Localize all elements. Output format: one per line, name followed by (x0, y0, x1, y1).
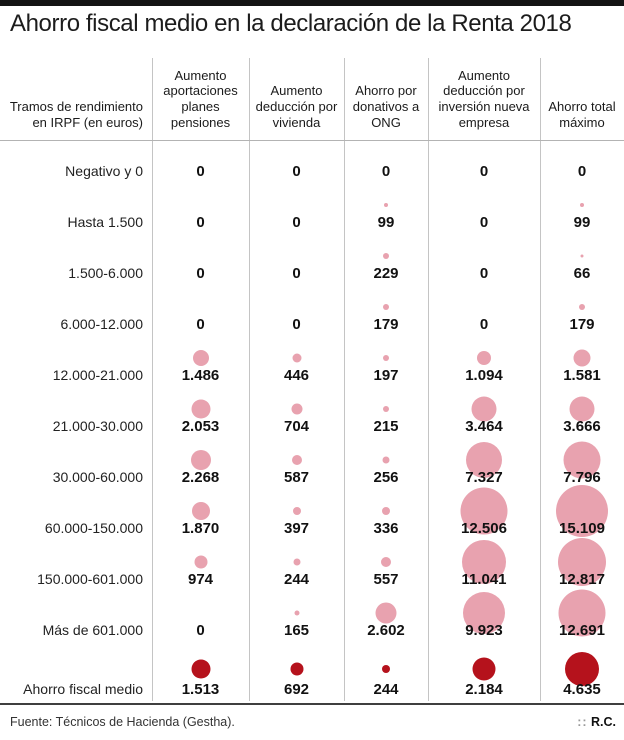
cell-value: 12.817 (559, 571, 605, 588)
footer-rule (0, 703, 624, 705)
bubble-pink (294, 611, 299, 616)
value-cell (152, 651, 249, 702)
value-cell (540, 600, 624, 651)
bubble-pink (292, 455, 302, 465)
value-cell (152, 498, 249, 549)
bubble-red (290, 663, 303, 676)
value-cell (428, 141, 540, 192)
table-row (0, 294, 624, 345)
row-label: 1.500-6.000 (68, 265, 143, 281)
chart-title: Ahorro fiscal medio en la declaración de la Renta 2018 (10, 10, 572, 37)
cell-value: 0 (292, 163, 301, 180)
value-cell (540, 294, 624, 345)
cell-value: 7.327 (465, 469, 503, 486)
table-row (0, 243, 624, 294)
bubble-pink (383, 406, 389, 412)
bubble-pink (383, 304, 389, 310)
bubble-pink (291, 404, 302, 415)
row-label: 30.000-60.000 (52, 469, 143, 485)
row-label: 21.000-30.000 (52, 418, 143, 434)
bubble-pink (194, 556, 207, 569)
cell-value: 446 (283, 367, 310, 384)
column-header: Aumento aportaciones planes pensiones (163, 67, 238, 131)
bubble-pink (580, 203, 584, 207)
cell-value: 66 (573, 265, 591, 282)
cell-value: 244 (373, 681, 399, 698)
cell-value: 0 (479, 214, 489, 231)
bubble-pink (383, 253, 389, 259)
value-cell (344, 192, 428, 243)
value-cell (249, 294, 344, 345)
cell-value: 397 (283, 520, 310, 537)
column-header-row-label: Tramos de rendimiento en IRPF (en euros) (9, 99, 143, 131)
value-cell (540, 141, 624, 192)
value-cell (152, 447, 249, 498)
bubble-pink (574, 350, 591, 367)
cell-value: 704 (283, 418, 310, 435)
table-row (0, 498, 624, 549)
row-label: 6.000-12.000 (60, 316, 143, 332)
cell-value: 2.053 (181, 418, 220, 435)
footer (0, 710, 624, 734)
bubble-pink (383, 355, 389, 361)
row-label: 150.000-601.000 (37, 571, 143, 587)
value-cell (428, 192, 540, 243)
cell-value: 1.486 (181, 367, 220, 384)
value-cell (344, 498, 428, 549)
value-cell (152, 294, 249, 345)
value-cell (540, 396, 624, 447)
cell-value: 12.691 (559, 622, 605, 639)
cell-value: 0 (577, 163, 587, 180)
value-cell (540, 243, 624, 294)
cell-value: 0 (196, 622, 205, 639)
cell-value: 974 (187, 571, 214, 588)
cell-value: 1.870 (181, 520, 220, 537)
value-cell (344, 600, 428, 651)
cell-value: 256 (373, 469, 399, 486)
value-cell (540, 651, 624, 702)
cell-value: 197 (373, 367, 399, 384)
bubble-pink (192, 502, 210, 520)
cell-value: 0 (196, 163, 205, 180)
credit-initials: R.C. (591, 715, 616, 729)
value-cell (152, 396, 249, 447)
value-cell (344, 243, 428, 294)
cell-value: 587 (283, 469, 310, 486)
cell-value: 1.513 (181, 681, 220, 698)
value-cell (344, 549, 428, 600)
table-row (0, 345, 624, 396)
bubble-pink (382, 507, 390, 515)
row-label: 60.000-150.000 (44, 520, 143, 536)
value-cell (152, 243, 249, 294)
cell-value: 9.923 (465, 622, 503, 639)
bubble-pink (293, 507, 301, 515)
credit-text (577, 715, 624, 729)
row-label: Más de 601.000 (42, 622, 143, 638)
value-cell (540, 345, 624, 396)
value-cell (344, 396, 428, 447)
cell-value: 1.581 (563, 367, 601, 384)
value-cell (152, 600, 249, 651)
cell-value: 0 (292, 214, 301, 231)
value-cell (152, 549, 249, 600)
cell-value: 0 (479, 316, 489, 333)
value-cell (249, 243, 344, 294)
row-label: Negativo y 0 (65, 163, 143, 179)
value-cell (428, 294, 540, 345)
cell-value: 11.041 (461, 571, 507, 588)
cell-value: 336 (373, 520, 399, 537)
cell-value: 2.602 (367, 622, 405, 639)
table-row (0, 192, 624, 243)
cell-value: 0 (292, 265, 301, 282)
value-cell (540, 192, 624, 243)
bubble-pink (383, 457, 390, 464)
cell-value: 179 (373, 316, 399, 333)
value-cell (428, 600, 540, 651)
table-row (0, 651, 624, 702)
cell-value: 0 (479, 265, 489, 282)
value-cell (344, 294, 428, 345)
value-cell (428, 396, 540, 447)
value-cell (428, 651, 540, 702)
value-cell (249, 651, 344, 702)
bubble-pink (191, 400, 210, 419)
bubble-pink (376, 603, 397, 624)
top-black-bar (0, 0, 624, 6)
table-row (0, 141, 624, 192)
table-body (0, 141, 624, 702)
cell-value: 99 (573, 214, 591, 231)
cell-value: 229 (373, 265, 399, 282)
cell-value: 692 (283, 681, 310, 698)
column-header: Aumento deducción por vivienda (255, 83, 338, 131)
bubble-pink (477, 351, 491, 365)
cell-value: 2.268 (181, 469, 220, 486)
value-cell (249, 192, 344, 243)
column-header: Aumento deducción por inversión nueva empresa (438, 67, 530, 131)
cell-value: 557 (373, 571, 399, 588)
value-cell (428, 345, 540, 396)
source-text: Fuente: Técnicos de Hacienda (Gestha). (10, 715, 235, 729)
cell-value: 4.635 (563, 681, 601, 698)
bubble-red (191, 660, 210, 679)
value-cell (344, 447, 428, 498)
bubble-pink (384, 203, 388, 207)
cell-value: 244 (283, 571, 310, 588)
value-cell (249, 396, 344, 447)
value-cell (249, 600, 344, 651)
value-cell (428, 243, 540, 294)
bubble-table (0, 58, 624, 701)
value-cell (249, 498, 344, 549)
row-label: 12.000-21.000 (52, 367, 143, 383)
cell-value: 0 (479, 163, 489, 180)
cell-value: 0 (196, 265, 205, 282)
table-header-row (0, 58, 624, 140)
cell-value: 99 (377, 214, 395, 231)
row-label: Hasta 1.500 (67, 214, 143, 230)
value-cell (249, 141, 344, 192)
cell-value: 0 (292, 316, 301, 333)
bubble-pink (579, 304, 585, 310)
cell-value: 0 (196, 316, 205, 333)
cell-value: 3.464 (465, 418, 503, 435)
cell-value: 15.109 (559, 520, 605, 537)
value-cell (344, 141, 428, 192)
table-row (0, 549, 624, 600)
cell-value: 165 (283, 622, 310, 639)
table-row (0, 396, 624, 447)
table-row (0, 447, 624, 498)
bubble-pink (381, 557, 391, 567)
cell-value: 3.666 (563, 418, 601, 435)
value-cell (344, 651, 428, 702)
cell-value: 7.796 (563, 469, 601, 486)
bubble-pink (193, 350, 209, 366)
bubble-pink (581, 255, 584, 258)
bubble-red (382, 665, 390, 673)
bubble-pink (292, 354, 301, 363)
cell-value: 1.094 (465, 367, 503, 384)
value-cell (249, 549, 344, 600)
cell-value: 12.506 (461, 520, 507, 537)
value-cell (152, 345, 249, 396)
credit-dots-icon: :: (577, 715, 588, 729)
bubble-red (473, 658, 496, 681)
value-cell (344, 345, 428, 396)
row-label: Ahorro fiscal medio (23, 681, 143, 697)
column-header: Ahorro por donativos a ONG (352, 83, 420, 131)
table-row (0, 600, 624, 651)
bubble-pink (293, 559, 300, 566)
cell-value: 2.184 (465, 681, 503, 698)
value-cell (249, 447, 344, 498)
cell-value: 179 (569, 316, 595, 333)
value-cell (152, 192, 249, 243)
cell-value: 0 (381, 163, 391, 180)
cell-value: 215 (373, 418, 399, 435)
bubble-pink (191, 450, 211, 470)
value-cell (249, 345, 344, 396)
column-header: Ahorro total máximo (548, 99, 616, 131)
cell-value: 0 (196, 214, 205, 231)
value-cell (152, 141, 249, 192)
